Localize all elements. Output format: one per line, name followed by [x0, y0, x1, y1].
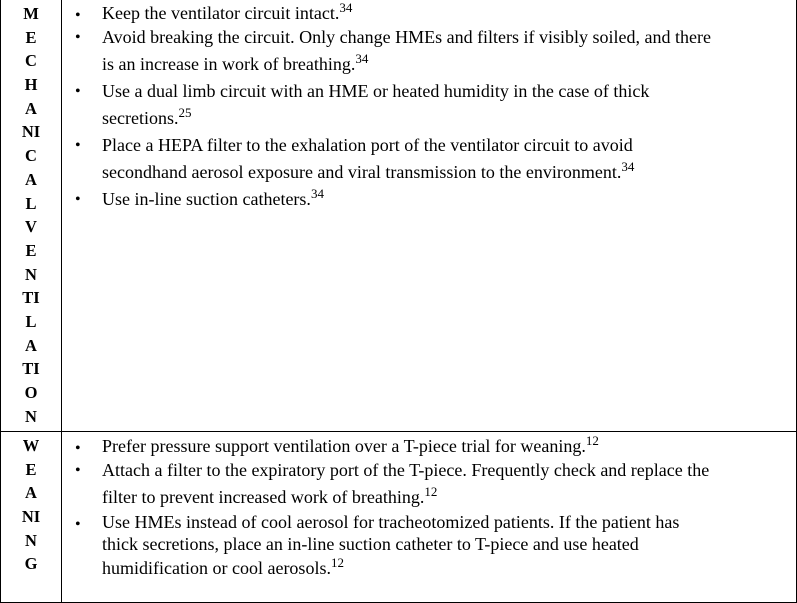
item-text: is an increase in work of breathing.: [102, 54, 356, 74]
table-row-mechanical-ventilation: [1, 0, 797, 432]
bullet-icon: •: [75, 7, 81, 24]
item-text: Avoid breaking the circuit. Only change HMEs and filters if visibly soiled, and there: [102, 27, 712, 47]
citation-ref: 12: [424, 484, 438, 499]
item-text: Prefer pressure support ventilation over a T-piece trial for weaning.: [102, 436, 586, 456]
label-letter: N: [25, 264, 37, 284]
label-letter: L: [25, 193, 37, 213]
label-letter: A: [25, 483, 37, 503]
label-letter: E: [25, 459, 37, 479]
label-letter: H: [24, 75, 38, 95]
label-letter: E: [25, 27, 37, 47]
bullet-icon: •: [75, 191, 81, 208]
label-letter: N: [25, 530, 37, 550]
label-letter: C: [25, 51, 37, 71]
table-row-weaning: [1, 432, 797, 603]
row-label-weaning: [1, 432, 62, 603]
item-text: humidification or cool aerosols.: [102, 558, 331, 578]
list-item: [62, 132, 788, 186]
list-item: [62, 2, 788, 24]
bullet-icon: •: [75, 516, 81, 533]
list-item: [62, 435, 788, 457]
label-letter: A: [25, 98, 37, 118]
label-letter: NI: [21, 122, 41, 142]
label-letter: O: [24, 383, 38, 402]
item-text: Attach a filter to the expiratory port of the T-piece. Frequently check and replace the: [102, 460, 710, 480]
bullet-list: [62, 0, 796, 213]
label-letter: TI: [22, 359, 40, 379]
citation-ref: 12: [330, 555, 344, 570]
label-letter: V: [25, 217, 37, 237]
item-text: Place a HEPA filter to the exhalation port of the ventilator circuit to avoid: [102, 135, 633, 155]
bullet-icon: •: [75, 440, 81, 457]
label-letter: A: [25, 335, 37, 355]
citation-ref: 34: [339, 0, 353, 15]
item-text: Use a dual limb circuit with an HME or heated humidity in the case of thick: [102, 81, 650, 101]
bullet-icon: •: [75, 137, 81, 154]
list-item: [62, 457, 788, 511]
item-text: secondhand aerosol exposure and viral transmission to the environment.: [102, 162, 622, 182]
row-label-mechanical-ventilation: [1, 0, 62, 432]
label-letter: C: [25, 146, 37, 166]
citation-ref: 12: [585, 433, 599, 448]
bullet-icon: •: [75, 462, 81, 479]
item-text: Use in-line suction catheters.: [102, 189, 311, 209]
item-text: Keep the ventilator circuit intact.: [102, 3, 340, 23]
item-text: filter to prevent increased work of breathing.: [102, 487, 425, 507]
label-letter: NI: [21, 507, 41, 527]
label-letter: N: [25, 406, 37, 426]
row-content-weaning: [62, 432, 797, 603]
bullet-list: [62, 432, 796, 582]
bullet-icon: •: [75, 29, 81, 46]
citation-ref: 34: [355, 51, 369, 66]
citation-ref: 34: [621, 159, 635, 174]
label-letter: W: [22, 436, 40, 455]
citation-ref: 25: [178, 105, 192, 120]
list-item: [62, 78, 788, 132]
item-text: Use HMEs instead of cool aerosol for tracheotomized patients. If the patient has: [102, 512, 680, 532]
list-item: [62, 511, 788, 582]
list-item: [62, 186, 788, 213]
bullet-icon: •: [75, 83, 81, 100]
label-letter: L: [25, 311, 37, 331]
label-letter: M: [23, 4, 39, 23]
label-letter: G: [24, 554, 38, 574]
citation-ref: 34: [310, 186, 324, 201]
list-item: [62, 24, 788, 78]
label-letter: TI: [22, 288, 40, 308]
label-letter: E: [25, 240, 37, 260]
item-text: secretions.: [102, 108, 179, 128]
label-letter: A: [25, 169, 37, 189]
item-text: thick secretions, place an in-line suction catheter to T-piece and use heated: [102, 534, 639, 554]
row-content-mechanical-ventilation: [62, 0, 797, 432]
